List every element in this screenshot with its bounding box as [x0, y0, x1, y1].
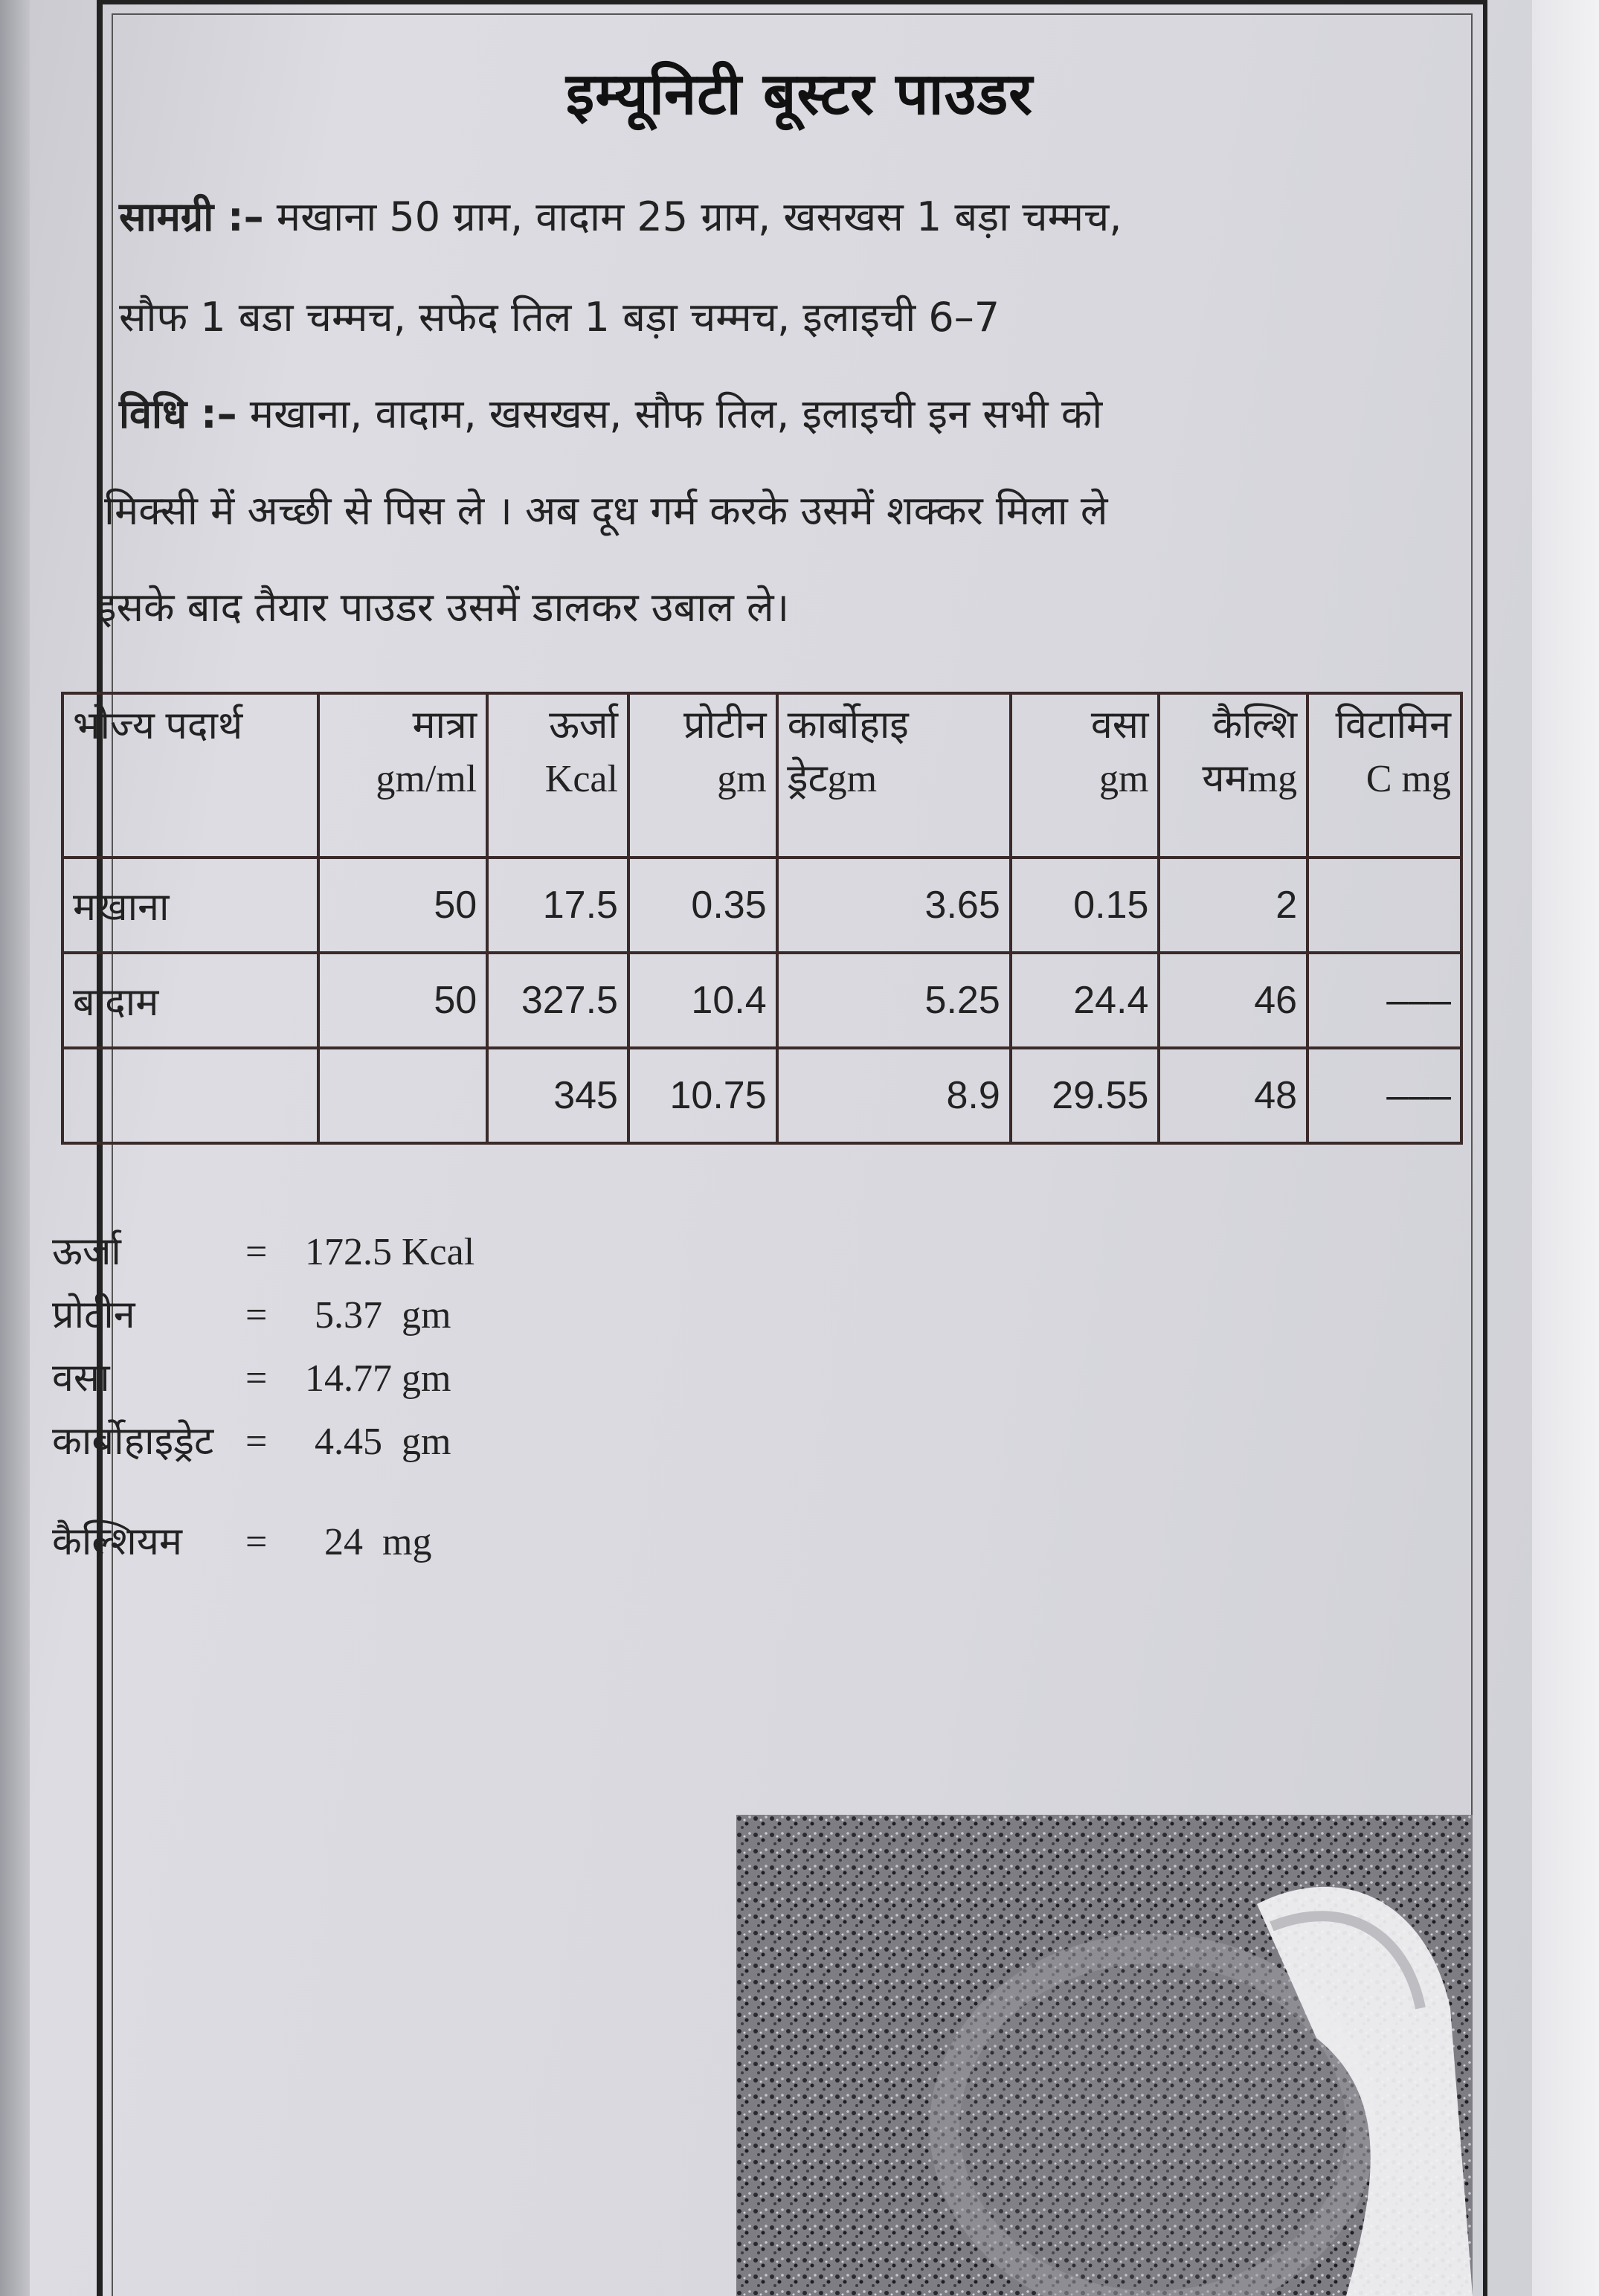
summary-energy: ऊर्जा = 172.5 Kcal: [52, 1231, 475, 1273]
cell-energy: 17.5: [487, 858, 628, 953]
cell-quantity: 50: [318, 858, 488, 953]
header-carbohydrate: कार्बोहाइ ड्रेटgm: [777, 693, 1011, 858]
ingredients-text-1: मखाना 50 ग्राम, वादाम 25 ग्राम, खसखस 1 बड़ा चम्मच,: [276, 193, 1122, 240]
table-row-total: [62, 1048, 1461, 1143]
cell-fat: 29.55: [1011, 1048, 1159, 1143]
summary-carbohydrate: कार्बोहाइड्रेट = 4.45 gm: [52, 1421, 451, 1463]
cell-protein: 10.4: [628, 953, 777, 1048]
page-title: इम्यूनिटी बूस्टर पाउडर: [565, 61, 1034, 128]
header-calcium: कैल्शि यमmg: [1159, 693, 1307, 858]
summary-protein: प्रोटीन = 5.37 gm: [52, 1294, 451, 1337]
header-quantity: मात्रा gm/ml: [318, 693, 488, 858]
header-energy: ऊर्जा Kcal: [487, 693, 628, 858]
method-text-2: मिक्सी में अच्छी से पिस ले । अब दूध गर्म करके उसमें शक्कर मिला ले: [104, 487, 1108, 534]
cell-protein: 10.75: [628, 1048, 777, 1143]
header-food: भोज्य पदार्थ: [62, 693, 318, 858]
ingredients-line-1: [119, 193, 1458, 240]
cell-energy: 327.5: [487, 953, 628, 1048]
cell-vitamin-c: [1307, 858, 1461, 953]
ingredients-label: सामग्री :–: [119, 193, 264, 240]
cell-protein: 0.35: [628, 858, 777, 953]
cell-quantity: [318, 1048, 488, 1143]
cell-carbohydrate: 8.9: [777, 1048, 1011, 1143]
powder-photo: [736, 1815, 1473, 2296]
summary-calcium: कैल्शियम = 24 mg: [52, 1521, 432, 1563]
cell-food: मखाना: [62, 858, 318, 953]
cell-food: [62, 1048, 318, 1143]
cell-quantity: 50: [318, 953, 488, 1048]
header-vitamin-c: विटामिन C mg: [1307, 693, 1461, 858]
table-row: [62, 953, 1461, 1048]
method-label: विधि :–: [119, 390, 237, 437]
table-header-row: [62, 693, 1461, 858]
powder-spoon-image: [736, 1815, 1473, 2296]
cell-vitamin-c: –––: [1307, 953, 1461, 1048]
method-text-3: इसके बाद तैयार पाउडर उसमें डालकर उबाल ले।: [97, 584, 790, 631]
method-text-1: मखाना, वादाम, खसखस, सौफ तिल, इलाइची इन सभी को: [249, 390, 1103, 437]
cell-calcium: 46: [1159, 953, 1307, 1048]
cell-carbohydrate: 3.65: [777, 858, 1011, 953]
cell-energy: 345: [487, 1048, 628, 1143]
table-row: [62, 858, 1461, 953]
cell-calcium: 2: [1159, 858, 1307, 953]
book-spine-shadow: [0, 0, 30, 2296]
cell-carbohydrate: 5.25: [777, 953, 1011, 1048]
cell-fat: 24.4: [1011, 953, 1159, 1048]
cell-food: बादाम: [62, 953, 318, 1048]
cell-vitamin-c: –––: [1307, 1048, 1461, 1143]
ingredients-text-2: सौफ 1 बडा चम्मच, सफेद तिल 1 बड़ा चम्मच, इलाइची 6–7: [119, 294, 1000, 341]
method-line-1: [119, 390, 1458, 437]
next-page-edge: [1532, 0, 1599, 2296]
cell-calcium: 48: [1159, 1048, 1307, 1143]
nutrition-table: [61, 692, 1463, 1145]
header-fat: वसा gm: [1011, 693, 1159, 858]
header-protein: प्रोटीन gm: [628, 693, 777, 858]
cell-fat: 0.15: [1011, 858, 1159, 953]
summary-fat: वसा = 14.77 gm: [52, 1357, 451, 1400]
